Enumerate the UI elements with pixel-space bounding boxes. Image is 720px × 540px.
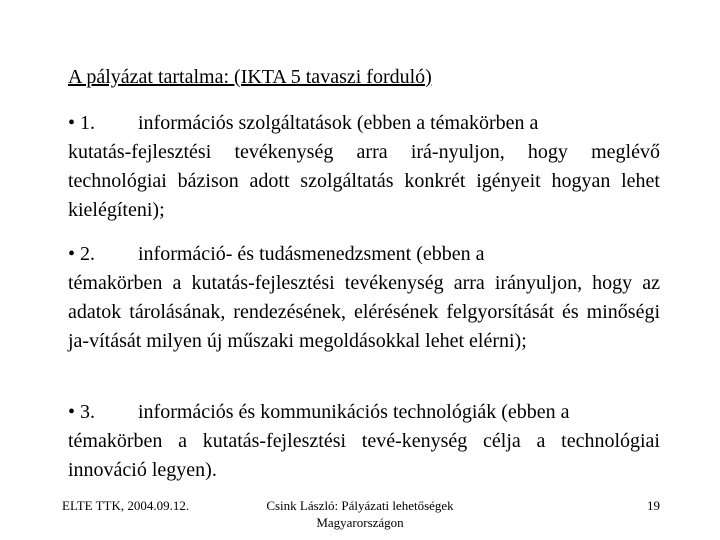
footer-date: ELTE TTK, 2004.09.12. [62, 498, 190, 513]
list-item-lead: információs szolgáltatások (ebben a témakörben a [138, 112, 539, 134]
list-item-1 [68, 109, 660, 225]
page-number: 19 [647, 498, 660, 513]
list-item-text: témakörben a kutatás-fejlesztési tevékenység arra irányuljon, hogy az adatok tárolásának, rendezésének, elérésének felgyorsítását és minőségi ja-vítását milyen új műszaki megoldásokkal lehet elérni); [68, 272, 660, 352]
footer-author-title: Csink László: Pályázati lehetőségek Magyarországon [266, 498, 454, 530]
list-item-3 [68, 398, 660, 485]
list-item-number: • 2. [68, 243, 96, 265]
list-item-number: • 1. [68, 112, 96, 134]
list-item-number: • 3. [68, 401, 96, 423]
list-item-2 [68, 240, 660, 356]
slide-title: A pályázat tartalma: (IKTA 5 tavaszi forduló) [68, 66, 432, 88]
list-item-text: témakörben a kutatás-fejlesztési tevé-kenység célja a technológiai innováció legyen). [68, 430, 660, 481]
list-item-text: kutatás-fejlesztési tevékenység arra irá-nyuljon, hogy meglévő technológiai bázison adott szolgáltatás konkrét igényeit hogyan lehet kielégíteni); [68, 141, 660, 221]
list-item-lead: információs és kommunikációs technológiák (ebben a [138, 401, 570, 423]
list-item-lead: információ- és tudásmenedzsment (ebben a [138, 243, 485, 265]
